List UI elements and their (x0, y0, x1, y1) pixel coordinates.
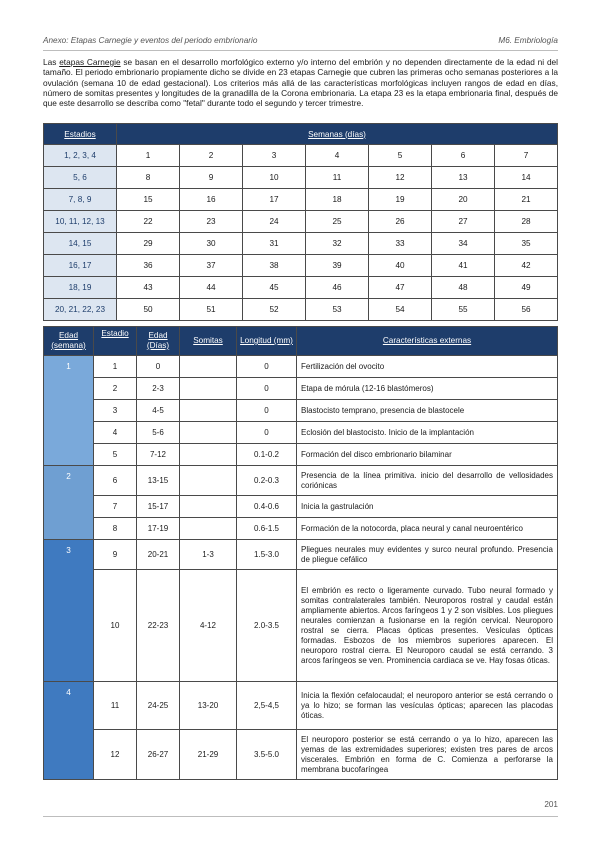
stage-cell: 7 (94, 496, 137, 518)
day-cell: 47 (369, 277, 432, 299)
stage-row (44, 682, 558, 730)
weeks-row (44, 233, 558, 255)
day-cell: 9 (180, 167, 243, 189)
length-cell: 0.4-0.6 (237, 496, 297, 518)
day-cell: 34 (432, 233, 495, 255)
day-cell: 42 (495, 255, 558, 277)
stage-row (44, 730, 558, 780)
day-cell: 26 (369, 211, 432, 233)
col-age-header: Edad (Días) (137, 327, 180, 356)
day-cell: 53 (306, 299, 369, 321)
day-cell: 55 (432, 299, 495, 321)
age-cell: 5-6 (137, 422, 180, 444)
day-cell: 51 (180, 299, 243, 321)
somites-cell: 21-29 (180, 730, 237, 780)
features-cell: El embrión es recto o ligeramente curvado. Tubo neural formado y somitas contralaterales también. Neuroporos rostral y caudal están ampliamente abiertos. Arcos faríngeos 1 y 2 son visibles. Los pliegues neurales comienzan a fusionarse en la región cervical. Neuroporo rostral se cierra. Placas ópticas presentes. Vesículas ópticas formadas. Esbozos de los miembros superiores aparecen. El neuroporo rostral cierra. El Neuroporo caudal se está cerrando. 3 arcos faríngeos se ven. Prominencia cardiaca se ve. Hay fosas óticas. (297, 570, 558, 682)
day-cell: 33 (369, 233, 432, 255)
day-cell: 2 (180, 145, 243, 167)
header-module: M6. Embriología (498, 36, 558, 45)
week-group-cell: 1 (44, 356, 94, 466)
stage-group-cell: 7, 8, 9 (44, 189, 117, 211)
day-cell: 29 (117, 233, 180, 255)
day-cell: 14 (495, 167, 558, 189)
day-cell: 17 (243, 189, 306, 211)
day-cell: 52 (243, 299, 306, 321)
stage-cell: 2 (94, 378, 137, 400)
weeks-row (44, 167, 558, 189)
col-length-header: Longitud (mm) (237, 327, 297, 356)
stage-cell: 4 (94, 422, 137, 444)
col-features-header: Características externas (297, 327, 558, 356)
somites-cell: 1-3 (180, 540, 237, 570)
features-cell: Eclosión del blastocisto. Inicio de la implantación (297, 422, 558, 444)
weeks-header-row (44, 124, 558, 145)
features-cell: Presencia de la línea primitiva. inicio del desarrollo de vellosidades coriónicas (297, 466, 558, 496)
col-stage-header: Estadio (94, 327, 137, 356)
day-cell: 22 (117, 211, 180, 233)
day-cell: 36 (117, 255, 180, 277)
features-cell: Fertilización del ovocito (297, 356, 558, 378)
page-number: 201 (544, 800, 558, 809)
stage-group-cell: 10, 11, 12, 13 (44, 211, 117, 233)
length-cell: 0.2-0.3 (237, 466, 297, 496)
stage-row (44, 356, 558, 378)
day-cell: 4 (306, 145, 369, 167)
stage-group-cell: 5, 6 (44, 167, 117, 189)
day-cell: 40 (369, 255, 432, 277)
stages-header-row (44, 327, 558, 356)
day-cell: 38 (243, 255, 306, 277)
day-cell: 24 (243, 211, 306, 233)
age-cell: 20-21 (137, 540, 180, 570)
weeks-header: Semanas (días) (117, 124, 558, 145)
day-cell: 6 (432, 145, 495, 167)
weeks-row (44, 189, 558, 211)
features-cell: Inicia la gastrulación (297, 496, 558, 518)
stage-row (44, 378, 558, 400)
col-week-header: Edad (semana) (44, 327, 94, 356)
somites-cell (180, 496, 237, 518)
length-cell: 0 (237, 356, 297, 378)
day-cell: 15 (117, 189, 180, 211)
stage-row (44, 496, 558, 518)
somites-cell (180, 518, 237, 540)
length-cell: 2.0-3.5 (237, 570, 297, 682)
day-cell: 54 (369, 299, 432, 321)
stage-row (44, 400, 558, 422)
stage-group-cell: 18, 19 (44, 277, 117, 299)
weeks-table (43, 123, 558, 321)
stage-cell: 3 (94, 400, 137, 422)
day-cell: 5 (369, 145, 432, 167)
carnegie-link[interactable]: etapas Carnegie (59, 57, 121, 67)
features-cell: Pliegues neurales muy evidentes y surco neural profundo. Presencia de pliegue cefálico (297, 540, 558, 570)
stage-cell: 5 (94, 444, 137, 466)
day-cell: 49 (495, 277, 558, 299)
stage-cell: 12 (94, 730, 137, 780)
stage-cell: 8 (94, 518, 137, 540)
day-cell: 23 (180, 211, 243, 233)
stage-group-cell: 14, 15 (44, 233, 117, 255)
day-cell: 21 (495, 189, 558, 211)
week-group-cell: 2 (44, 466, 94, 540)
day-cell: 45 (243, 277, 306, 299)
stages-table (43, 326, 558, 780)
day-cell: 10 (243, 167, 306, 189)
weeks-row (44, 255, 558, 277)
features-cell: Blastocisto temprano, presencia de blastocele (297, 400, 558, 422)
features-cell: Formación del disco embrionario bilaminar (297, 444, 558, 466)
age-cell: 15-17 (137, 496, 180, 518)
features-cell: El neuroporo posterior se está cerrando o ya lo hizo, aparecen las yemas de las extremidades superiores; existen tres pares de arcos viscerales. Embrión en forma de C. Comienza a perforarse la membrana bucofaríngea (297, 730, 558, 780)
day-cell: 30 (180, 233, 243, 255)
stage-row (44, 540, 558, 570)
day-cell: 8 (117, 167, 180, 189)
somites-cell: 4-12 (180, 570, 237, 682)
day-cell: 35 (495, 233, 558, 255)
day-cell: 11 (306, 167, 369, 189)
features-cell: Formación de la notocorda, placa neural y canal neuroentérico (297, 518, 558, 540)
day-cell: 56 (495, 299, 558, 321)
age-cell: 4-5 (137, 400, 180, 422)
length-cell: 1.5-3.0 (237, 540, 297, 570)
length-cell: 0.1-0.2 (237, 444, 297, 466)
day-cell: 28 (495, 211, 558, 233)
age-cell: 22-23 (137, 570, 180, 682)
day-cell: 48 (432, 277, 495, 299)
age-cell: 17-19 (137, 518, 180, 540)
stage-cell: 11 (94, 682, 137, 730)
stage-group-cell: 1, 2, 3, 4 (44, 145, 117, 167)
somites-cell (180, 356, 237, 378)
day-cell: 37 (180, 255, 243, 277)
day-cell: 44 (180, 277, 243, 299)
age-cell: 13-15 (137, 466, 180, 496)
page-header (43, 34, 558, 51)
day-cell: 13 (432, 167, 495, 189)
age-cell: 26-27 (137, 730, 180, 780)
stage-row (44, 570, 558, 682)
features-cell: Inicia la flexión cefalocaudal; el neuroporo anterior se está cerrando o ya lo hizo; se forman las vesículas ópticas; aparecen las placodas óticas. (297, 682, 558, 730)
day-cell: 31 (243, 233, 306, 255)
features-cell: Etapa de mórula (12-16 blastómeros) (297, 378, 558, 400)
day-cell: 20 (432, 189, 495, 211)
somites-cell (180, 444, 237, 466)
week-group-cell: 3 (44, 540, 94, 682)
day-cell: 27 (432, 211, 495, 233)
stage-cell: 10 (94, 570, 137, 682)
age-cell: 7-12 (137, 444, 180, 466)
stage-group-cell: 20, 21, 22, 23 (44, 299, 117, 321)
day-cell: 1 (117, 145, 180, 167)
stage-row (44, 466, 558, 496)
length-cell: 0 (237, 422, 297, 444)
stage-row (44, 518, 558, 540)
header-section-title: Anexo: Etapas Carnegie y eventos del periodo embrionario (43, 36, 258, 45)
intro-lead: Las (43, 57, 60, 67)
stage-row (44, 444, 558, 466)
day-cell: 7 (495, 145, 558, 167)
day-cell: 43 (117, 277, 180, 299)
day-cell: 25 (306, 211, 369, 233)
day-cell: 18 (306, 189, 369, 211)
length-cell: 0.6-1.5 (237, 518, 297, 540)
day-cell: 41 (432, 255, 495, 277)
intro-paragraph (43, 57, 558, 108)
week-group-cell: 4 (44, 682, 94, 780)
stage-cell: 1 (94, 356, 137, 378)
somites-cell (180, 422, 237, 444)
length-cell: 2,5-4,5 (237, 682, 297, 730)
stage-cell: 6 (94, 466, 137, 496)
stages-header: Estadios (44, 124, 117, 145)
day-cell: 12 (369, 167, 432, 189)
age-cell: 0 (137, 356, 180, 378)
age-cell: 2-3 (137, 378, 180, 400)
weeks-row (44, 299, 558, 321)
stage-group-cell: 16, 17 (44, 255, 117, 277)
stage-row (44, 422, 558, 444)
day-cell: 50 (117, 299, 180, 321)
weeks-row (44, 211, 558, 233)
somites-cell: 13-20 (180, 682, 237, 730)
somites-cell (180, 378, 237, 400)
length-cell: 3.5-5.0 (237, 730, 297, 780)
age-cell: 24-25 (137, 682, 180, 730)
day-cell: 39 (306, 255, 369, 277)
day-cell: 3 (243, 145, 306, 167)
day-cell: 46 (306, 277, 369, 299)
day-cell: 19 (369, 189, 432, 211)
somites-cell (180, 466, 237, 496)
col-somites-header: Somitas (180, 327, 237, 356)
stage-cell: 9 (94, 540, 137, 570)
length-cell: 0 (237, 378, 297, 400)
day-cell: 32 (306, 233, 369, 255)
intro-text: se basan en el desarrollo morfológico externo y/o interno del embrión y no dependen directamente de la edad ni del tamaño. El periodo embrionario propiamente dicho se divide en 23 etapas Carnegie que cubren las primeras ocho semanas posteriores a la ovulación (semana 10 de edad gestacional). Los criterios más allá de las características morfológicas incluyen rangos de edad en días, número de somitas presentes y longitudes de la granadilla de la Corona embrionaria. La etapa 23 es la etapa embrionaria final, después de que este desarrollo se describa como "fetal" durante todo el segundo y tercer trimestre. (43, 57, 559, 109)
day-cell: 16 (180, 189, 243, 211)
page-footer (43, 800, 558, 817)
length-cell: 0 (237, 400, 297, 422)
weeks-row (44, 277, 558, 299)
somites-cell (180, 400, 237, 422)
weeks-row (44, 145, 558, 167)
